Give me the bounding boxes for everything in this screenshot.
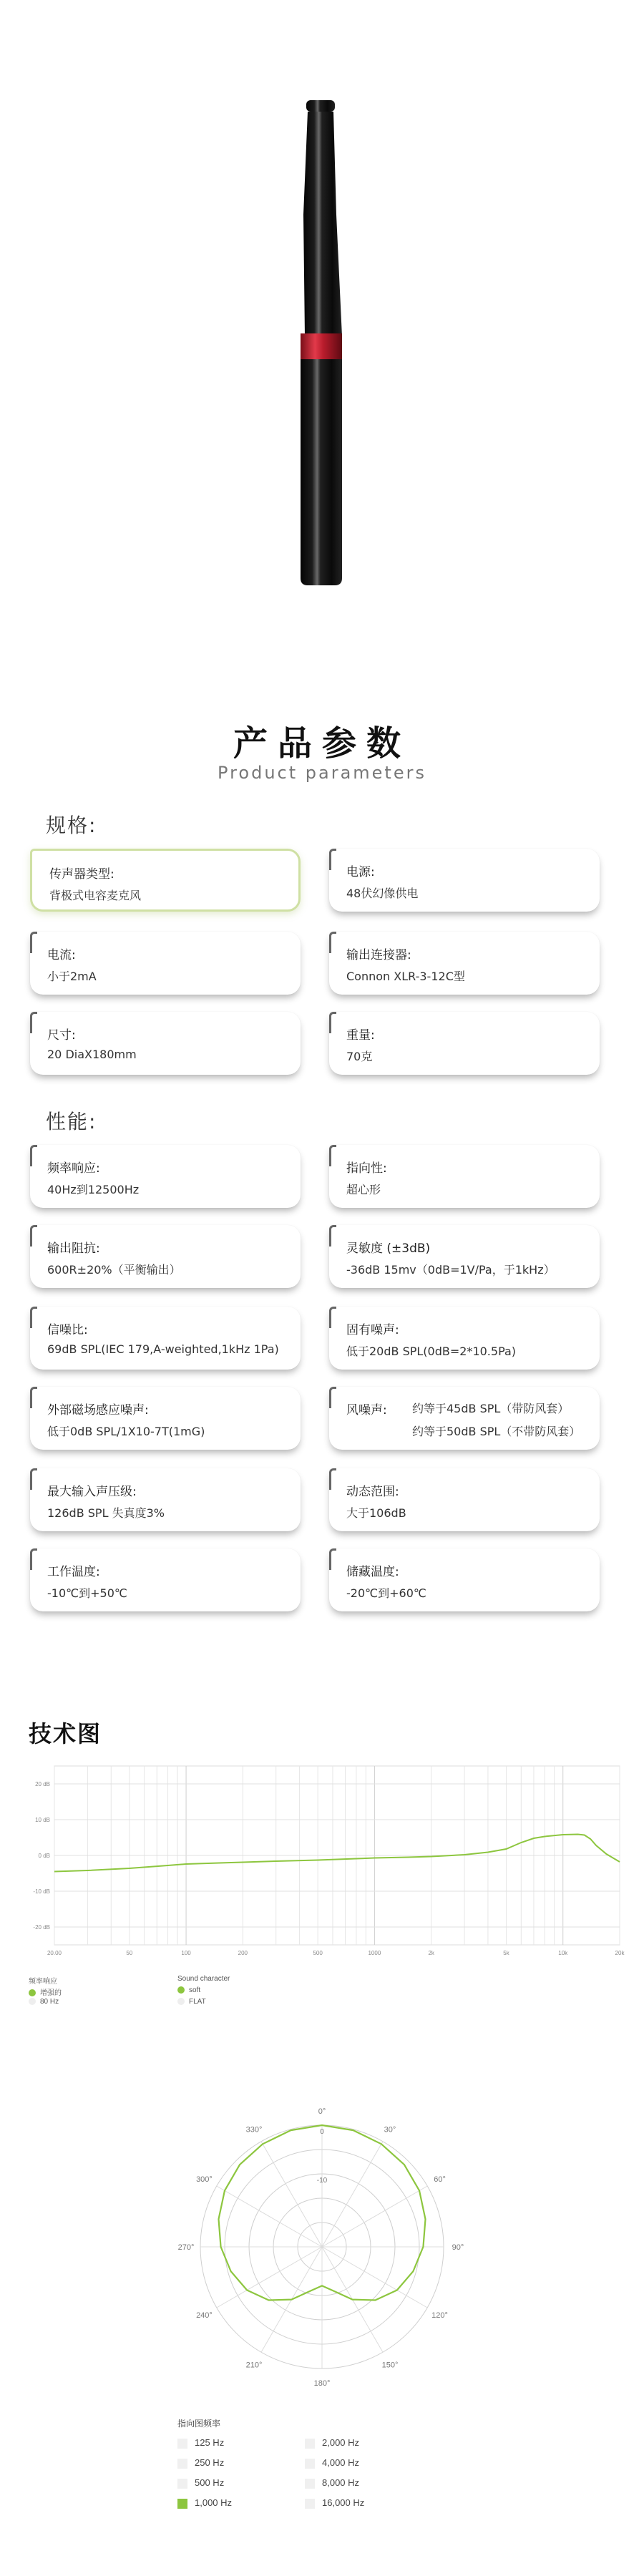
angle-label: 60° (434, 2175, 446, 2184)
x-tick-label: 2k (428, 1950, 434, 1956)
spec-label: 传声器类型: (49, 867, 114, 882)
perf-value: 126dB SPL 失真度3% (47, 1506, 165, 1520)
card-corner (30, 1307, 37, 1328)
spec-card[interactable] (30, 849, 301, 912)
freq-checkbox (305, 2439, 315, 2449)
angle-label: 0° (318, 2107, 326, 2116)
radial-label: -10 (316, 2177, 328, 2185)
perf-label: 频率响应: (47, 1161, 100, 1176)
perf-card[interactable] (329, 1548, 600, 1611)
perf-card[interactable] (329, 1468, 600, 1531)
freq-label: 8,000 Hz (322, 2477, 360, 2488)
perf-value: 600R±20%（平衡输出） (47, 1263, 181, 1277)
perf-value: 低于0dB SPL/1X10-7T(1mG) (47, 1425, 205, 1438)
card-corner (329, 1548, 336, 1570)
polar-spoke (217, 2186, 322, 2247)
spec-value: Connon XLR-3-12C型 (346, 970, 465, 983)
card-corner (30, 1387, 37, 1408)
angle-label: 240° (196, 2311, 213, 2320)
freq-label: 1,000 Hz (195, 2497, 233, 2508)
legend-dot-active (177, 1986, 185, 1994)
spec-card[interactable] (329, 932, 600, 995)
radial-label: 0 (320, 2128, 324, 2136)
perf-label: 外部磁场感应噪声: (47, 1403, 149, 1418)
perf-value: 大于106dB (346, 1506, 406, 1520)
perf-value: 低于20dB SPL(0dB=2*10.5Pa) (346, 1345, 517, 1358)
freq-checkbox (177, 2439, 187, 2449)
spec-value: 70克 (346, 1050, 373, 1063)
perf-card[interactable] (30, 1548, 301, 1611)
angle-label: 150° (381, 2361, 399, 2370)
frequency-response-chart (21, 1753, 630, 1968)
perf-label: 最大输入声压级: (47, 1485, 137, 1499)
card-corner (329, 1225, 336, 1246)
perf-label: 储藏温度: (346, 1565, 399, 1579)
angle-label: 180° (313, 2379, 331, 2388)
perf-card[interactable] (30, 1307, 301, 1370)
legend-right-title: Sound character (177, 1975, 230, 1983)
spec-card[interactable] (30, 932, 301, 995)
card-corner (329, 849, 336, 870)
perf-label: 灵敏度 (±3dB) (346, 1241, 431, 1256)
perf-value-line1: 约等于45dB SPL（带防风套） (412, 1402, 570, 1415)
legend-label: 80 Hz (40, 1998, 59, 2006)
perf-label: 风噪声: (346, 1403, 387, 1418)
y-tick-label: 20 dB (35, 1781, 50, 1787)
freq-option[interactable] (177, 2437, 224, 2449)
angle-label: 270° (177, 2243, 195, 2252)
x-tick-label: 500 (313, 1950, 323, 1956)
spec-value: 48伏幻像供电 (346, 887, 419, 900)
product-image (0, 0, 644, 687)
polar-spoke (322, 2186, 427, 2247)
x-tick-label: 10k (558, 1950, 568, 1956)
freq-option[interactable] (177, 2497, 232, 2509)
polar-spoke (322, 2247, 427, 2308)
y-tick-label: 0 dB (38, 1853, 50, 1859)
perf-label: 输出阻抗: (47, 1241, 100, 1256)
freq-label: 2,000 Hz (322, 2437, 360, 2448)
spec-label: 电源: (346, 865, 375, 879)
x-tick-label: 200 (238, 1950, 248, 1956)
card-corner (30, 1145, 37, 1166)
perf-card[interactable] (30, 1225, 301, 1288)
freq-checkbox (305, 2479, 315, 2489)
spec-card[interactable] (329, 849, 600, 912)
freq-option[interactable] (305, 2477, 359, 2489)
perf-card[interactable] (30, 1387, 301, 1450)
spec-value: 小于2mA (47, 970, 97, 983)
freq-checkbox (305, 2459, 315, 2469)
freq-option[interactable] (305, 2497, 364, 2509)
perf-label: 动态范围: (346, 1485, 399, 1499)
microphone-body (301, 100, 342, 585)
legend-label: FLAT (189, 1998, 206, 2006)
perf-card[interactable] (30, 1468, 301, 1531)
polar-spoke (322, 2142, 383, 2247)
angle-label: 120° (431, 2311, 448, 2320)
spec-label: 电流: (47, 948, 76, 962)
angle-label: 30° (384, 2125, 396, 2135)
legend-item[interactable] (177, 1986, 200, 1994)
legend-left-title: 频率响应 (29, 1978, 57, 1986)
freq-option[interactable] (177, 2477, 224, 2489)
angle-label: 330° (245, 2125, 263, 2135)
legend-item[interactable] (177, 1998, 206, 2006)
spec-label: 尺寸: (47, 1028, 76, 1043)
perf-value: 40Hz到12500Hz (47, 1183, 140, 1196)
polar-spoke (261, 2142, 322, 2247)
performance-title: 性能: (46, 1110, 97, 1133)
legend-dot-active (29, 1989, 36, 1996)
polar-pattern-chart (165, 2089, 479, 2404)
card-corner (30, 1468, 37, 1490)
x-tick-label: 100 (181, 1950, 191, 1956)
tech-title: 技术图 (29, 1720, 102, 1747)
card-corner (329, 1012, 336, 1033)
freq-checkbox (177, 2459, 187, 2469)
freq-label: 16,000 Hz (322, 2497, 365, 2508)
freq-checkbox (177, 2479, 187, 2489)
perf-card[interactable] (329, 1225, 600, 1288)
perf-label: 工作温度: (47, 1565, 100, 1579)
spec-label: 重量: (346, 1028, 375, 1043)
perf-card[interactable] (329, 1307, 600, 1370)
perf-card[interactable] (30, 1145, 301, 1208)
freq-label: 125 Hz (195, 2437, 225, 2448)
page-title: 产品参数 (233, 723, 411, 763)
perf-value: -36dB 15mv（0dB=1V/Pa，于1kHz） (346, 1263, 555, 1277)
perf-value: 超心形 (346, 1183, 381, 1196)
card-corner (30, 1225, 37, 1246)
perf-value: -10℃到+50℃ (47, 1586, 127, 1600)
card-corner (329, 1468, 336, 1490)
spec-label: 输出连接器: (346, 948, 411, 962)
y-tick-label: 10 dB (35, 1817, 50, 1823)
perf-label: 信噪比: (47, 1323, 88, 1337)
spec-value: 20 DiaX180mm (47, 1048, 137, 1061)
freq-option[interactable] (305, 2457, 359, 2469)
y-tick-label: -10 dB (33, 1888, 50, 1895)
angle-label: 210° (245, 2361, 263, 2370)
polar-spoke (217, 2247, 322, 2308)
freq-option[interactable] (305, 2437, 359, 2449)
spec-value: 背极式电容麦克风 (49, 889, 142, 902)
x-tick-label: 1000 (368, 1950, 381, 1956)
perf-label: 指向性: (346, 1161, 387, 1176)
legend-label: soft (189, 1986, 201, 1994)
card-corner (329, 1307, 336, 1328)
x-tick-label: 20k (615, 1950, 625, 1956)
x-tick-label: 5k (503, 1950, 509, 1956)
angle-label: 300° (196, 2175, 213, 2184)
specs-title: 规格: (46, 814, 97, 837)
page-subtitle: Product parameters (218, 763, 426, 783)
card-corner (30, 932, 37, 953)
y-tick-label: -20 dB (33, 1924, 50, 1931)
legend-dot (177, 1998, 185, 2005)
freq-label: 4,000 Hz (322, 2457, 360, 2468)
card-corner (329, 1145, 336, 1166)
legend-item[interactable] (29, 1986, 62, 1997)
legend-item[interactable] (29, 1998, 59, 2006)
perf-value-line2: 约等于50dB SPL（不带防风套） (412, 1425, 581, 1438)
freq-label: 250 Hz (195, 2457, 225, 2468)
perf-label: 固有噪声: (346, 1323, 399, 1337)
x-tick-label: 20.00 (47, 1950, 62, 1956)
legend-dot (29, 1998, 36, 2005)
spec-card[interactable] (30, 1012, 301, 1075)
perf-value: -20℃到+60℃ (346, 1586, 426, 1600)
card-corner (30, 1548, 37, 1570)
legend-label: 增强的 (40, 1989, 62, 1997)
spec-card[interactable] (329, 1012, 600, 1075)
angle-label: 90° (452, 2243, 464, 2252)
perf-card[interactable] (329, 1145, 600, 1208)
freq-checkbox (305, 2499, 315, 2509)
freq-option[interactable] (177, 2457, 224, 2469)
perf-card[interactable] (329, 1387, 600, 1450)
card-corner (329, 1387, 336, 1408)
polar-legend-title: 指向图频率 (177, 2419, 221, 2429)
x-tick-label: 50 (126, 1950, 133, 1956)
perf-value: 69dB SPL(IEC 179,A-weighted,1kHz 1Pa) (47, 1342, 279, 1356)
card-corner (329, 932, 336, 953)
freq-label: 500 Hz (195, 2477, 225, 2488)
card-corner (30, 1012, 37, 1033)
freq-checkbox-checked (177, 2499, 187, 2509)
